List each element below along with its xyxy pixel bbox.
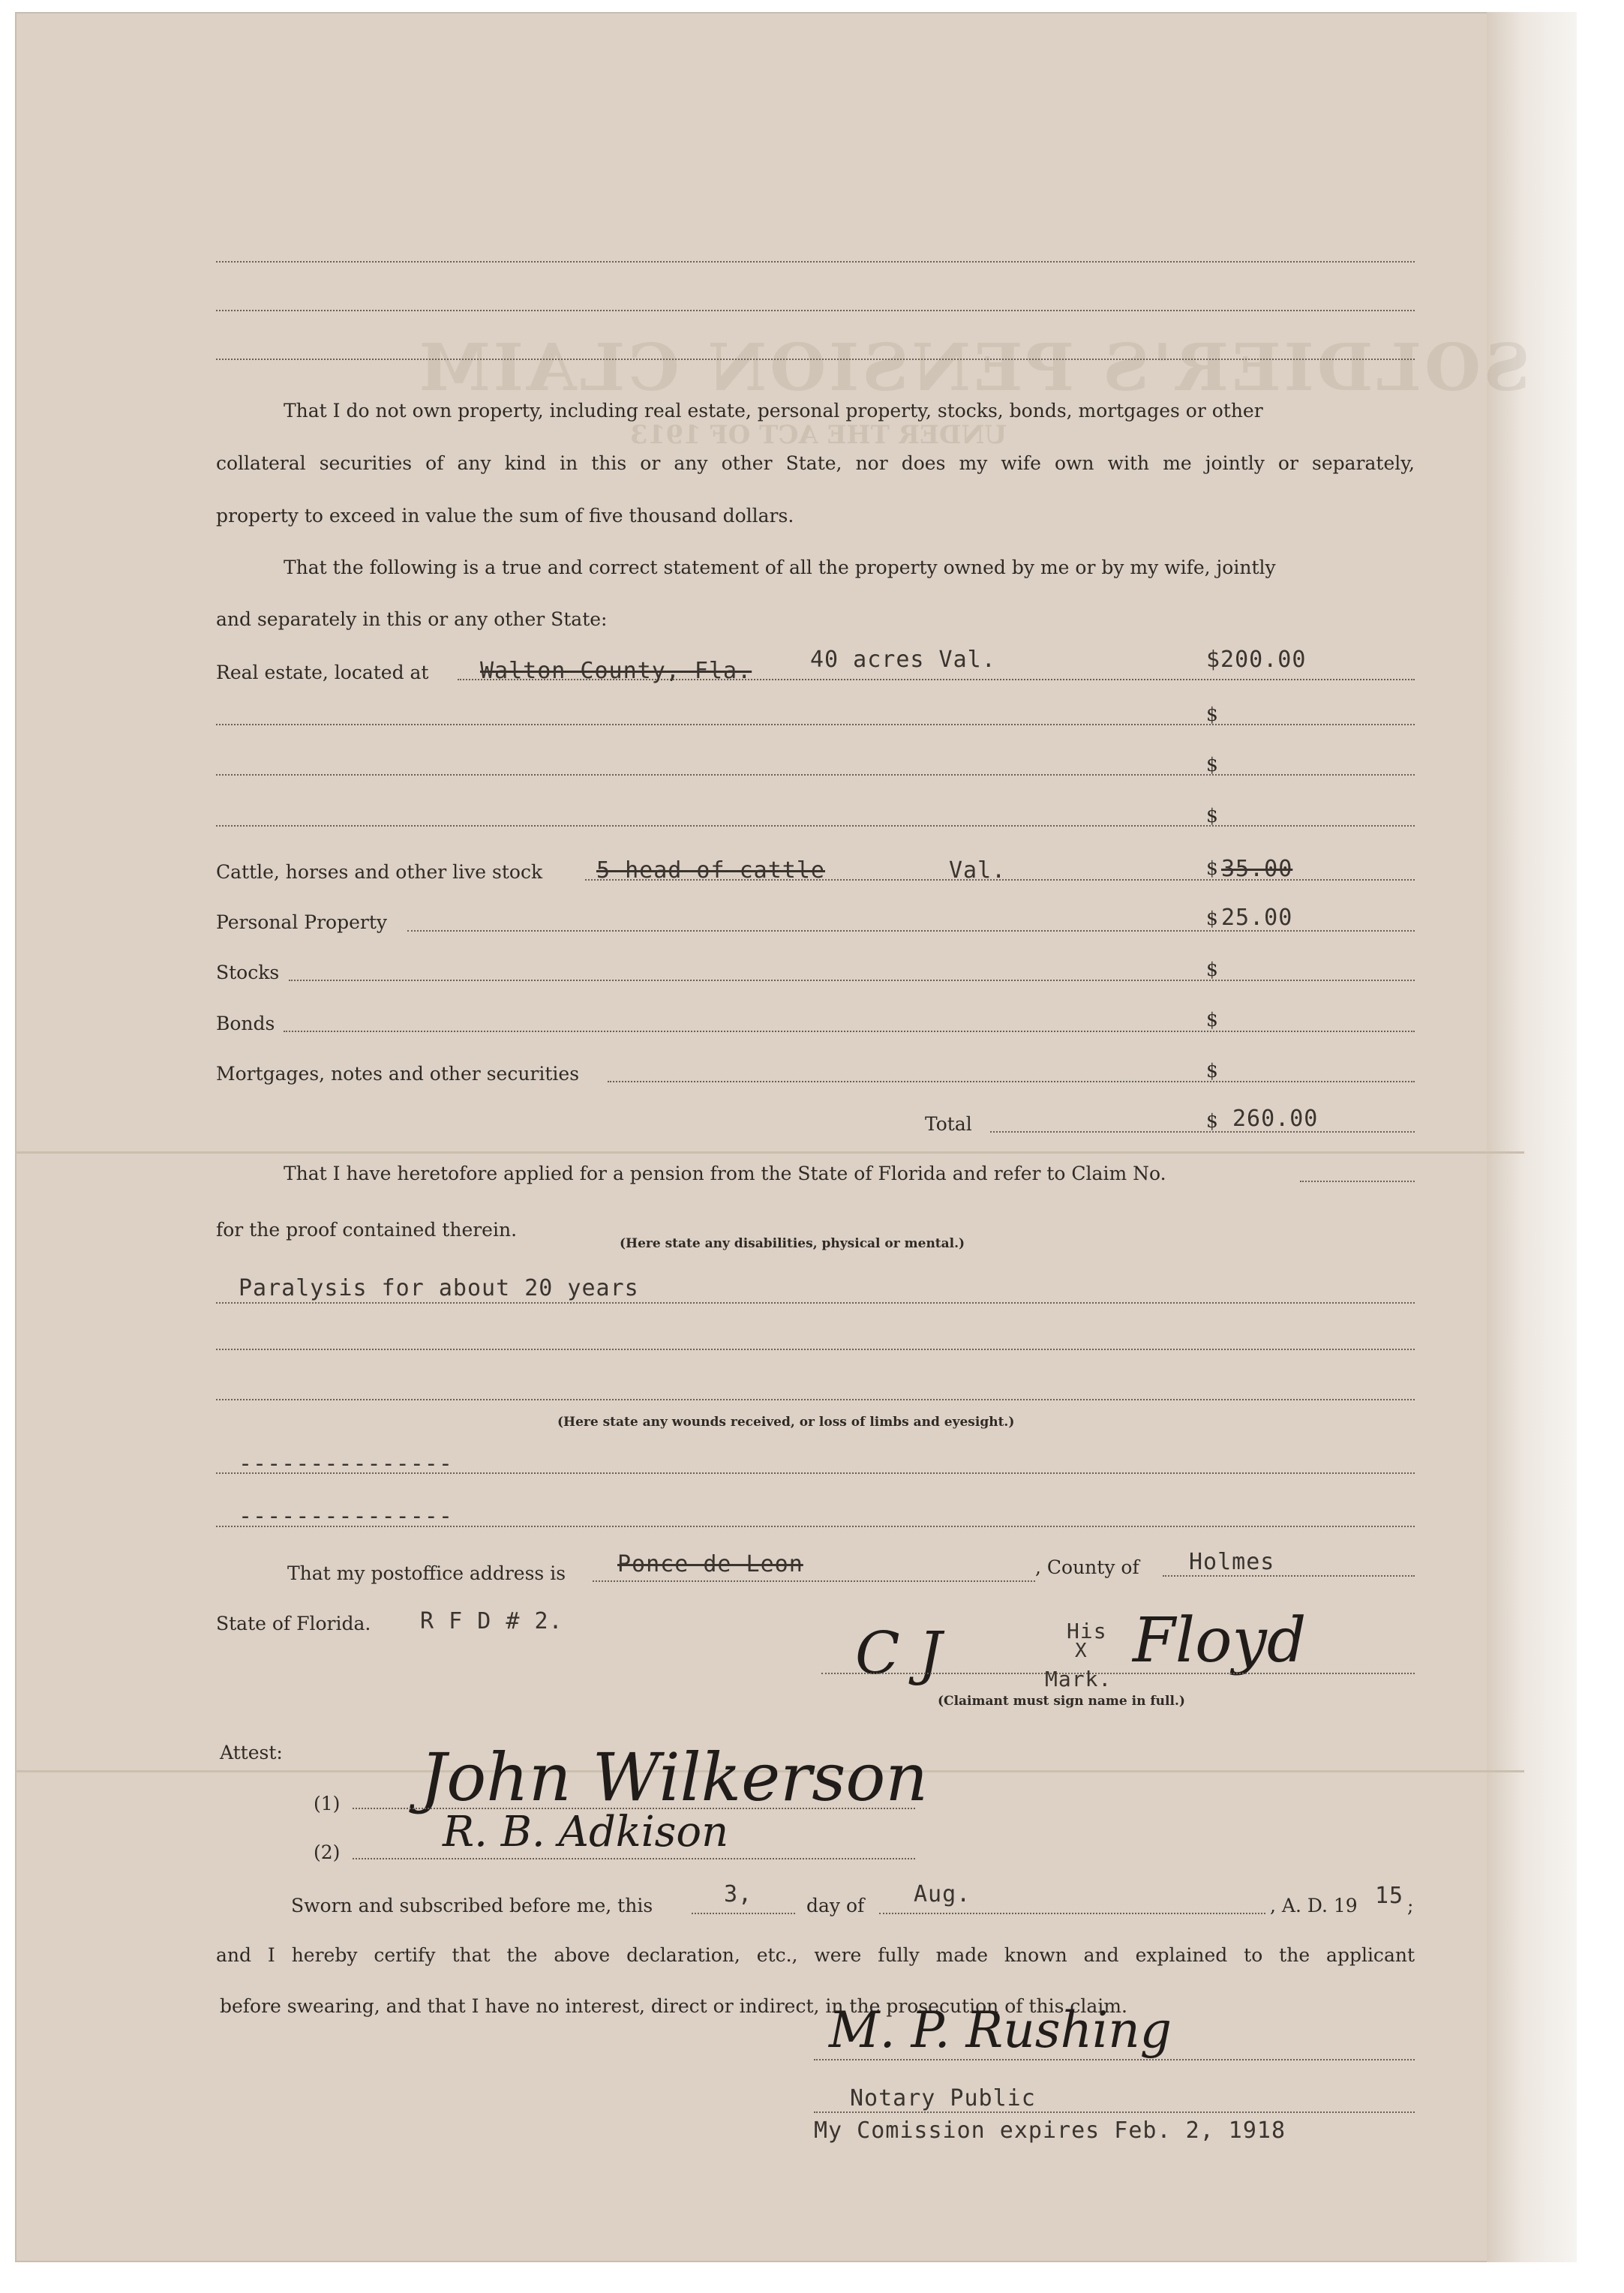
county-label: , County of <box>1035 1556 1139 1578</box>
claimant-his: His <box>1067 1619 1107 1643</box>
blank-line <box>216 359 1415 360</box>
certify-line-2: before swearing, and that I have no interest, direct or indirect, in the prosecution of this claim. <box>220 1995 1127 2017</box>
certify-line-1: and I hereby certify that the above declaration, etc., were fully made known and explained to the applicant <box>216 1944 1415 1966</box>
stocks-label: Stocks <box>216 962 280 983</box>
paragraph-2-line-1: That the following is a true and correct statement of all the property owned by me or by my wife, jointly <box>284 557 1276 578</box>
wounds-dash-1: --------------- <box>239 1451 453 1477</box>
total-value: 260.00 <box>1232 1106 1319 1132</box>
fold-crease <box>15 1151 1524 1154</box>
notary-title: Notary Public <box>850 2085 1036 2111</box>
dollar-sign: $ <box>1206 1009 1218 1031</box>
attest-label: Attest: <box>220 1742 283 1763</box>
claimant-mark-word: Mark. <box>1045 1667 1112 1691</box>
dollar-sign: $ <box>1206 805 1218 827</box>
paragraph-1-line-1: That I do not own property, including real estate, personal property, stocks, bonds, mortgages or other <box>284 400 1263 422</box>
livestock-description: 5 head of cattle <box>596 857 825 884</box>
semicolon: ; <box>1407 1895 1414 1916</box>
claimant-signature-line <box>821 1673 1415 1674</box>
sworn-month: Aug. <box>914 1881 971 1907</box>
wounds-dash-2: --------------- <box>239 1503 453 1529</box>
paragraph-2-line-2: and separately in this or any other State: <box>216 608 608 630</box>
blank-line <box>216 1472 1415 1474</box>
bleed-through-title: SOLDIER'S PENSION CLAIM <box>416 330 1530 406</box>
personal-property-value: 25.00 <box>1221 905 1293 931</box>
real-estate-location: Walton County, Fla. <box>480 658 752 684</box>
paragraph-1-line-2: collateral securities of any kind in this or any other State, nor does my wife own with me jointly or separately, <box>216 452 1415 474</box>
dollar-sign: $ <box>1206 1060 1218 1082</box>
blank-line <box>216 261 1415 263</box>
dollar-sign: $ <box>1206 754 1218 776</box>
real-estate-label: Real estate, located at <box>216 662 429 683</box>
blank-line <box>216 724 1415 725</box>
total-line <box>990 1131 1415 1133</box>
mortgages-label: Mortgages, notes and other securities <box>216 1063 580 1085</box>
county-line <box>1163 1575 1415 1577</box>
commission-expiry: My Comission expires Feb. 2, 1918 <box>814 2117 1286 2144</box>
paragraph-1-line-3: property to exceed in value the sum of five thousand dollars. <box>216 505 794 527</box>
claimant-note: (Claimant must sign name in full.) <box>938 1694 1185 1709</box>
dollar-sign: $ <box>1206 857 1218 879</box>
real-estate-description: 40 acres Val. <box>810 647 996 673</box>
postoffice-line <box>593 1580 1035 1582</box>
livestock-label: Cattle, horses and other live stock <box>216 861 543 883</box>
blank-line <box>216 825 1415 827</box>
attest-1-label: (1) <box>314 1793 341 1814</box>
sworn-year: 15 <box>1375 1883 1404 1909</box>
dollar-sign: $ <box>1206 1110 1218 1132</box>
bonds-label: Bonds <box>216 1013 275 1034</box>
claimant-signature-initials: C J <box>855 1620 942 1688</box>
blank-line <box>216 774 1415 776</box>
attest-1-signature: John Wilkerson <box>420 1739 929 1816</box>
blank-line <box>216 1399 1415 1400</box>
real-estate-value: $200.00 <box>1206 647 1307 673</box>
paragraph-3-line-1: That I have heretofore applied for a pension from the State of Florida and refer to Claim No. <box>284 1163 1166 1184</box>
blank-line <box>216 1302 1415 1304</box>
sworn-day-line <box>692 1913 795 1914</box>
dollar-sign: $ <box>1206 959 1218 980</box>
disabilities-entry: Paralysis for about 20 years <box>239 1275 639 1301</box>
rfd-route: R F D # 2. <box>420 1608 563 1634</box>
blank-line <box>216 1526 1415 1527</box>
notary-title-line <box>814 2111 1415 2113</box>
notary-signature-line <box>814 2059 1415 2060</box>
bleed-through-subtitle: UNDER THE ACT OF 1913 <box>630 420 1007 450</box>
notary-signature: M. P. Rushing <box>829 2001 1172 2059</box>
stocks-line <box>289 980 1415 981</box>
day-of-label: day of <box>806 1895 865 1916</box>
attest-2-signature: R. B. Adkison <box>443 1808 729 1856</box>
ad-label: , A. D. 19 <box>1270 1895 1358 1916</box>
total-label: Total <box>925 1113 972 1135</box>
bonds-line <box>284 1031 1415 1032</box>
claimant-x-mark: X <box>1075 1640 1088 1662</box>
sworn-day: 3, <box>724 1881 753 1907</box>
livestock-value: 35.00 <box>1221 856 1293 882</box>
postoffice-label: That my postoffice address is <box>287 1562 566 1584</box>
attest-2-line <box>353 1858 915 1859</box>
dollar-sign: $ <box>1206 908 1218 929</box>
personal-property-label: Personal Property <box>216 911 388 933</box>
postoffice-value: Ponce de Leon <box>617 1551 803 1577</box>
blank-line <box>216 1349 1415 1350</box>
state-label: State of Florida. <box>216 1613 371 1634</box>
sworn-month-line <box>879 1913 1265 1914</box>
livestock-val-word: Val. <box>949 857 1007 884</box>
mortgages-line <box>608 1081 1415 1082</box>
county-value: Holmes <box>1189 1549 1275 1575</box>
sworn-label: Sworn and subscribed before me, this <box>291 1895 653 1916</box>
claim-number-line <box>1300 1181 1415 1182</box>
paragraph-3-line-2: for the proof contained therein. <box>216 1219 518 1241</box>
attest-2-label: (2) <box>314 1841 341 1863</box>
dollar-sign: $ <box>1206 704 1218 725</box>
disabilities-note: (Here state any disabilities, physical or mental.) <box>620 1236 965 1251</box>
wounds-note: (Here state any wounds received, or loss of limbs and eyesight.) <box>557 1415 1015 1430</box>
claimant-signature-name: Floyd <box>1133 1605 1307 1676</box>
blank-line <box>216 310 1415 311</box>
